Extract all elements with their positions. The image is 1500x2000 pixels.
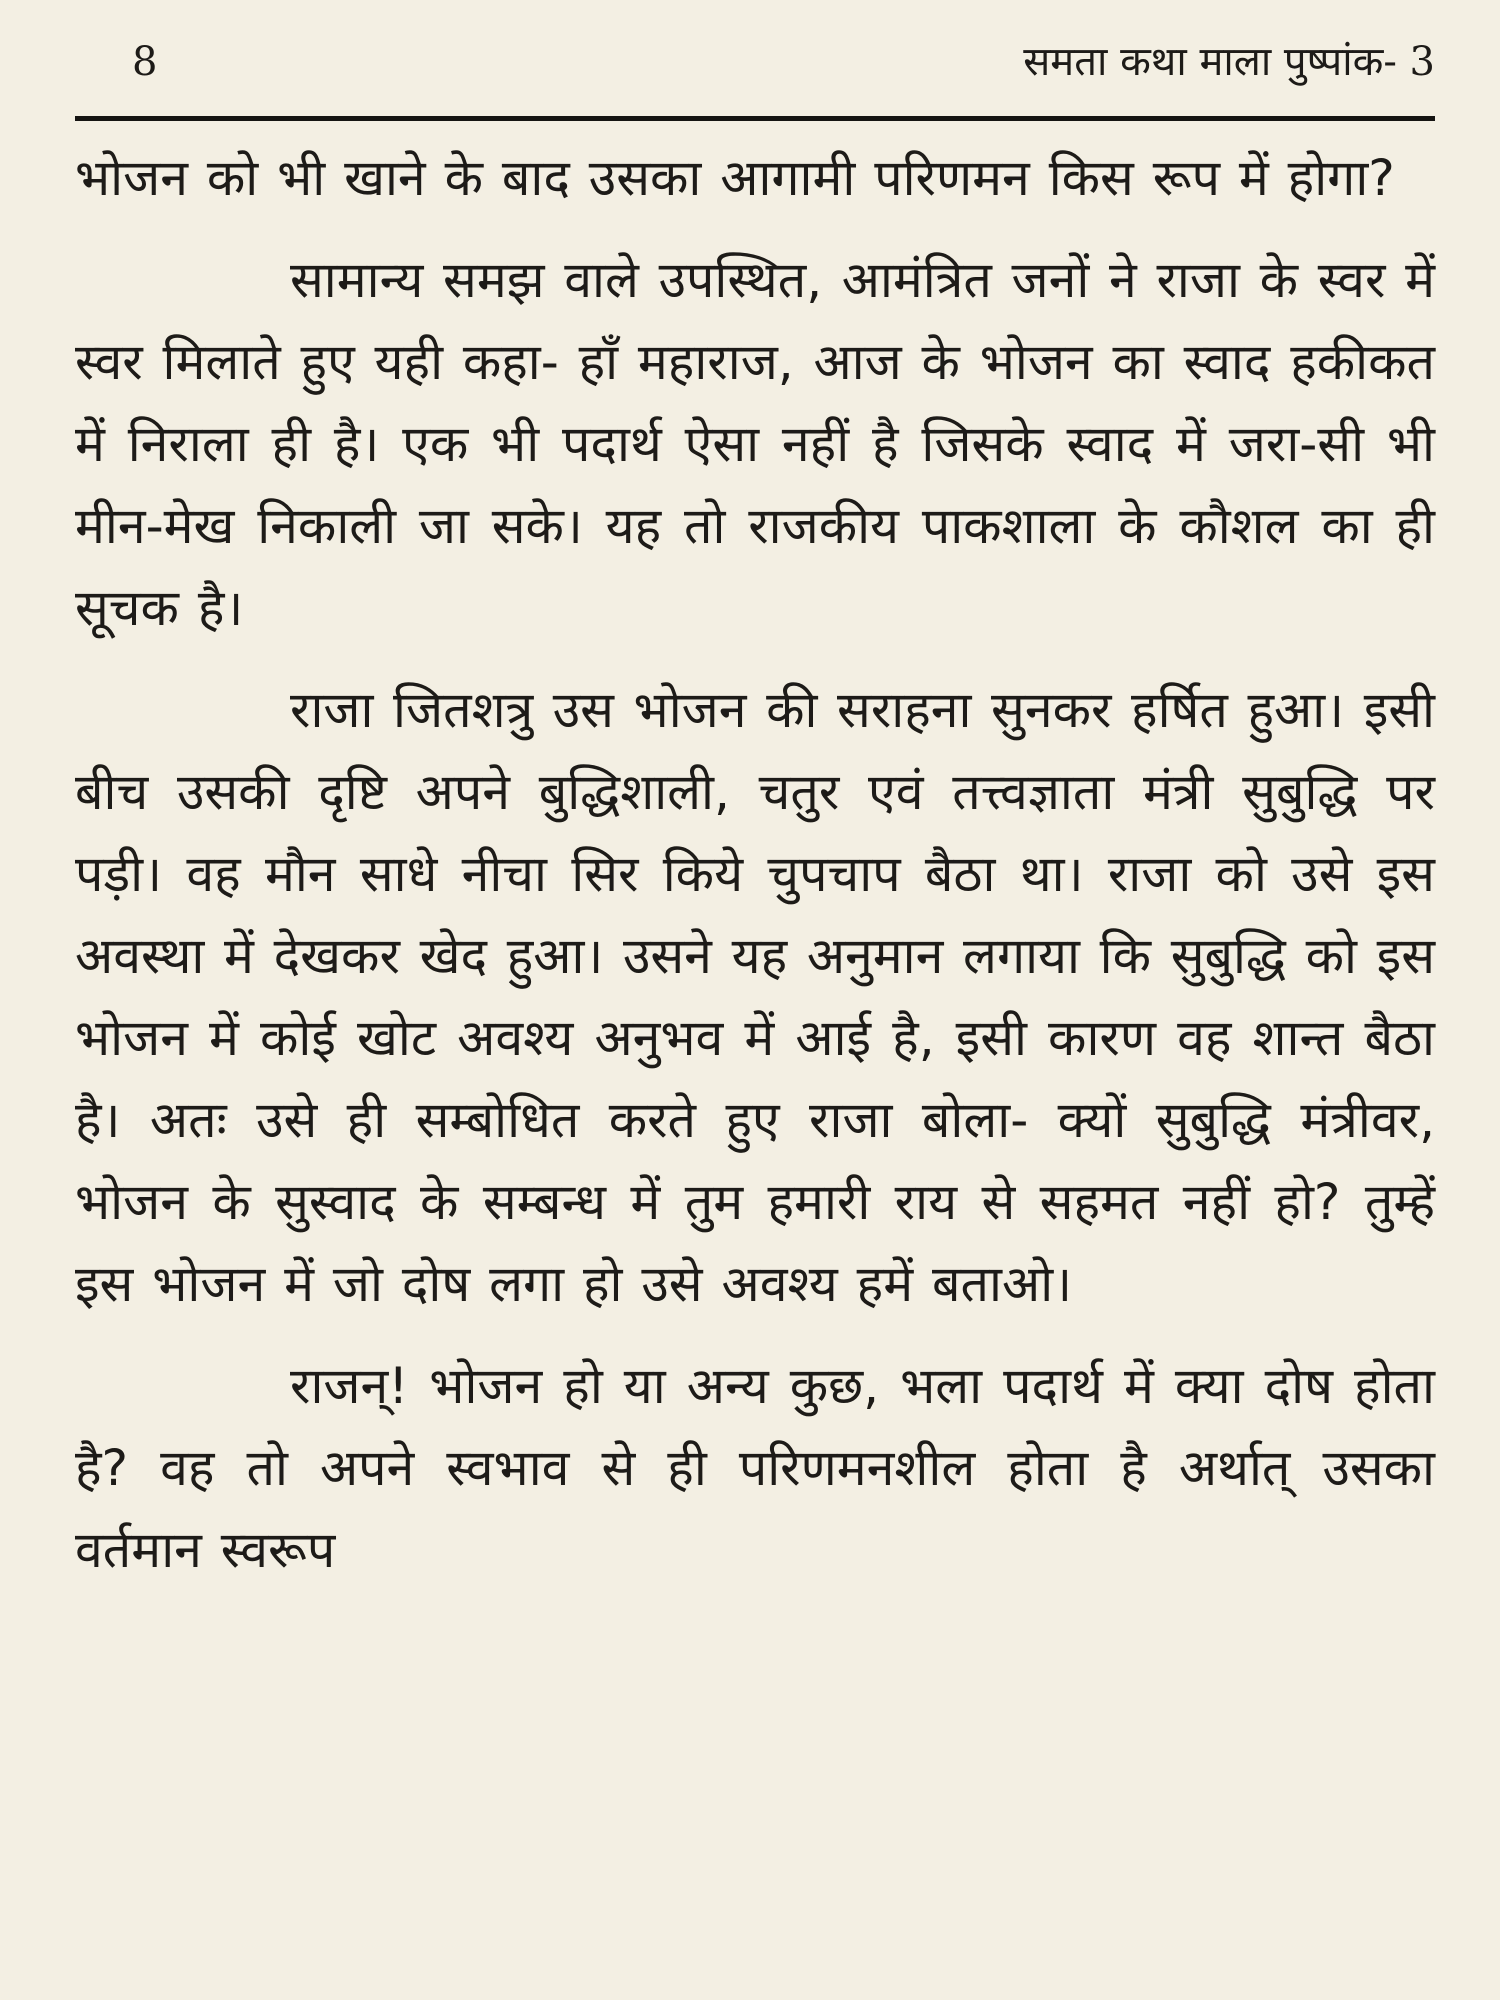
paragraph-continuation: भोजन को भी खाने के बाद उसका आगामी परिणमन किस रूप में होगा? bbox=[75, 149, 1395, 207]
paragraph-minister-reply: राजन्! भोजन हो या अन्य कुछ, भला पदार्थ में क्या दोष होता है? वह तो अपने स्वभाव से ही परिणमनशील होता है अर्थात् उसका वर्तमान स्वरूप bbox=[75, 1357, 1435, 1579]
page-number: 8 bbox=[132, 39, 158, 85]
page-body bbox=[75, 137, 1435, 1591]
header-rule bbox=[75, 116, 1435, 121]
paragraph-king-question: राजा जितशत्रु उस भोजन की सराहना सुनकर हर्षित हुआ। इसी बीच उसकी दृष्टि अपने बुद्धिशाली, चतुर एवं तत्त्वज्ञाता मंत्री सुबुद्धि पर पड़ी। वह मौन साधे नीचा सिर किये चुपचाप बैठा था। राजा को उसे इस अवस्था में देखकर खेद हुआ। उसने यह अनुमान लगाया कि सुबुद्धि को इस भोजन में कोई खोट अवश्य अनुभव में आई है, इसी कारण वह शान्त बैठा है। अतः उसे ही सम्बोधित करते हुए राजा बोला- क्यों सुबुद्धि मंत्रीवर, भोजन के सुस्वाद के सम्बन्ध में तुम हमारी राय से सहमत नहीं हो? तुम्हें इस भोजन में जो दोष लगा हो उसे अवश्य हमें बताओ। bbox=[75, 681, 1435, 1313]
paragraph-guests-reply: सामान्य समझ वाले उपस्थित, आमंत्रित जनों ने राजा के स्वर में स्वर मिलाते हुए यही कहा- हाँ महाराज, आज के भोजन का स्वाद हकीकत में निराला ही है। एक भी पदार्थ ऐसा नहीं है जिसके स्वाद में जरा-सी भी मीन-मेख निकाली जा सके। यह तो राजकीय पाकशाला के कौशल का ही सूचक है। bbox=[75, 251, 1435, 637]
running-header bbox=[75, 30, 1435, 94]
series-title: समता कथा माला पुष्पांक- 3 bbox=[1023, 39, 1435, 85]
